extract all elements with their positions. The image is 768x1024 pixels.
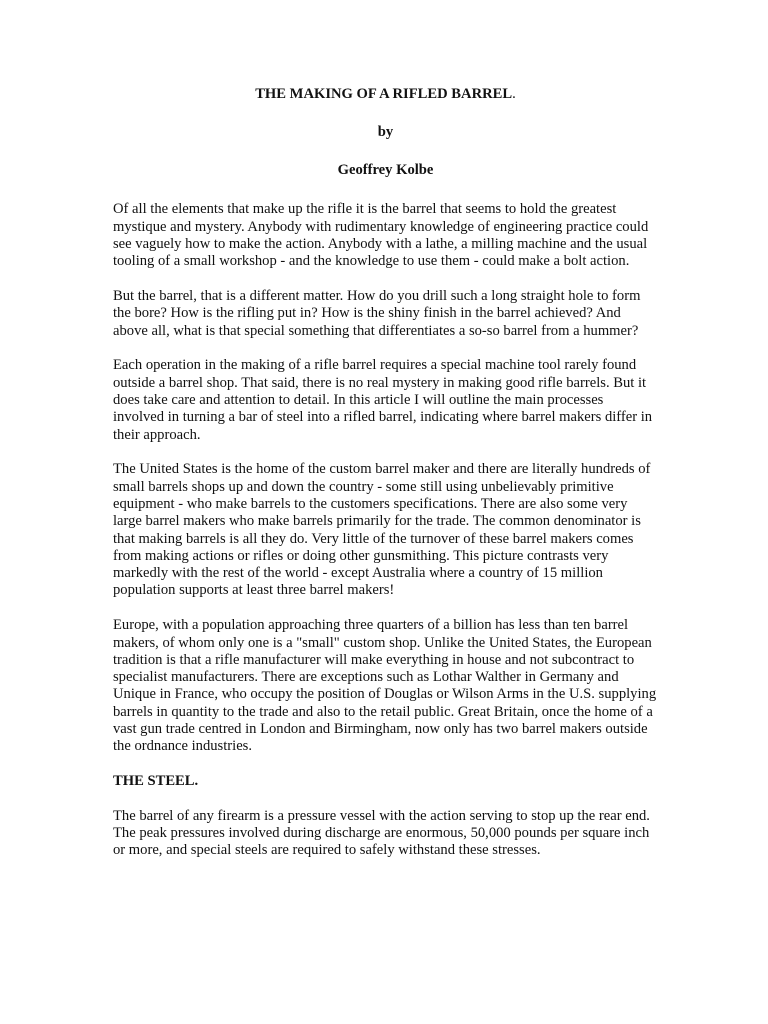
by-line: by bbox=[377, 123, 394, 140]
document-title-period: . bbox=[512, 86, 516, 102]
section-heading: THE STEEL. bbox=[113, 773, 199, 790]
document-title-text: THE MAKING OF A RIFLED BARREL bbox=[255, 86, 513, 102]
paragraph: Each operation in the making of a rifle barrel requires a special machine tool rarely found outside a barrel shop. That said, there is no real mystery in making good rifle barrels. But it does take care and attention to detail. In this article I will outline the main processes involved in turning a bar of steel into a rifled barrel, indicating where barrel makers differ in their approach. bbox=[113, 357, 653, 443]
paragraph: But the barrel, that is a different matter. How do you drill such a long straight hole to form the bore? How is the rifling put in? How is the shiny finish in the barrel achieved? And above all, what is that special something that differentiates a so-so barrel from a hummer? bbox=[113, 287, 641, 339]
paragraph: Of all the elements that make up the rifle it is the barrel that seems to hold the greatest mystique and mystery. Anybody with rudimentary knowledge of engineering practice could see vaguely how to make the action. Anybody with a lathe, a milling machine and the usual tooling of a small workshop - and the knowledge to use them - could make a bolt action. bbox=[113, 201, 649, 270]
paragraph: The United States is the home of the custom barrel maker and there are literally hundreds of small barrels shops up and down the country - some still using unbelievably primitive equipment - who make barrels to the customers specifications. There are also some very large barrel makers who make barrels primarily for the trade. The common denominator is that making barrels is all they do. Very little of the turnover of these barrel makers comes from making actions or rifles or doing other gunsmithing. This picture contrasts very markedly with the rest of the world - except Australia where a country of 15 million population supports at least three barrel makers! bbox=[113, 461, 651, 599]
paragraph: The barrel of any firearm is a pressure vessel with the action serving to stop up the rear end. The peak pressures involved during discharge are enormous, 50,000 pounds per square inch or more, and special steels are required to safely withstand these stresses. bbox=[113, 807, 650, 859]
document-page bbox=[113, 86, 658, 860]
document-title bbox=[113, 86, 658, 103]
author-name: Geoffrey Kolbe bbox=[337, 161, 434, 178]
paragraph: Europe, with a population approaching three quarters of a billion has less than ten barrel makers, of whom only one is a "small" custom shop. Unlike the United States, the European tradition is that a rifle manufacturer will make everything in house and not subcontract to specialist manufacturers. There are exceptions such as Lothar Walther in Germany and Unique in France, who occupy the position of Douglas or Wilson Arms in the U.S. supplying barrels in quantity to the trade and also to the retail public. Great Britain, once the home of a vast gun trade centred in London and Birmingham, now only has two barrel makers outside the ordnance industries. bbox=[113, 617, 657, 755]
